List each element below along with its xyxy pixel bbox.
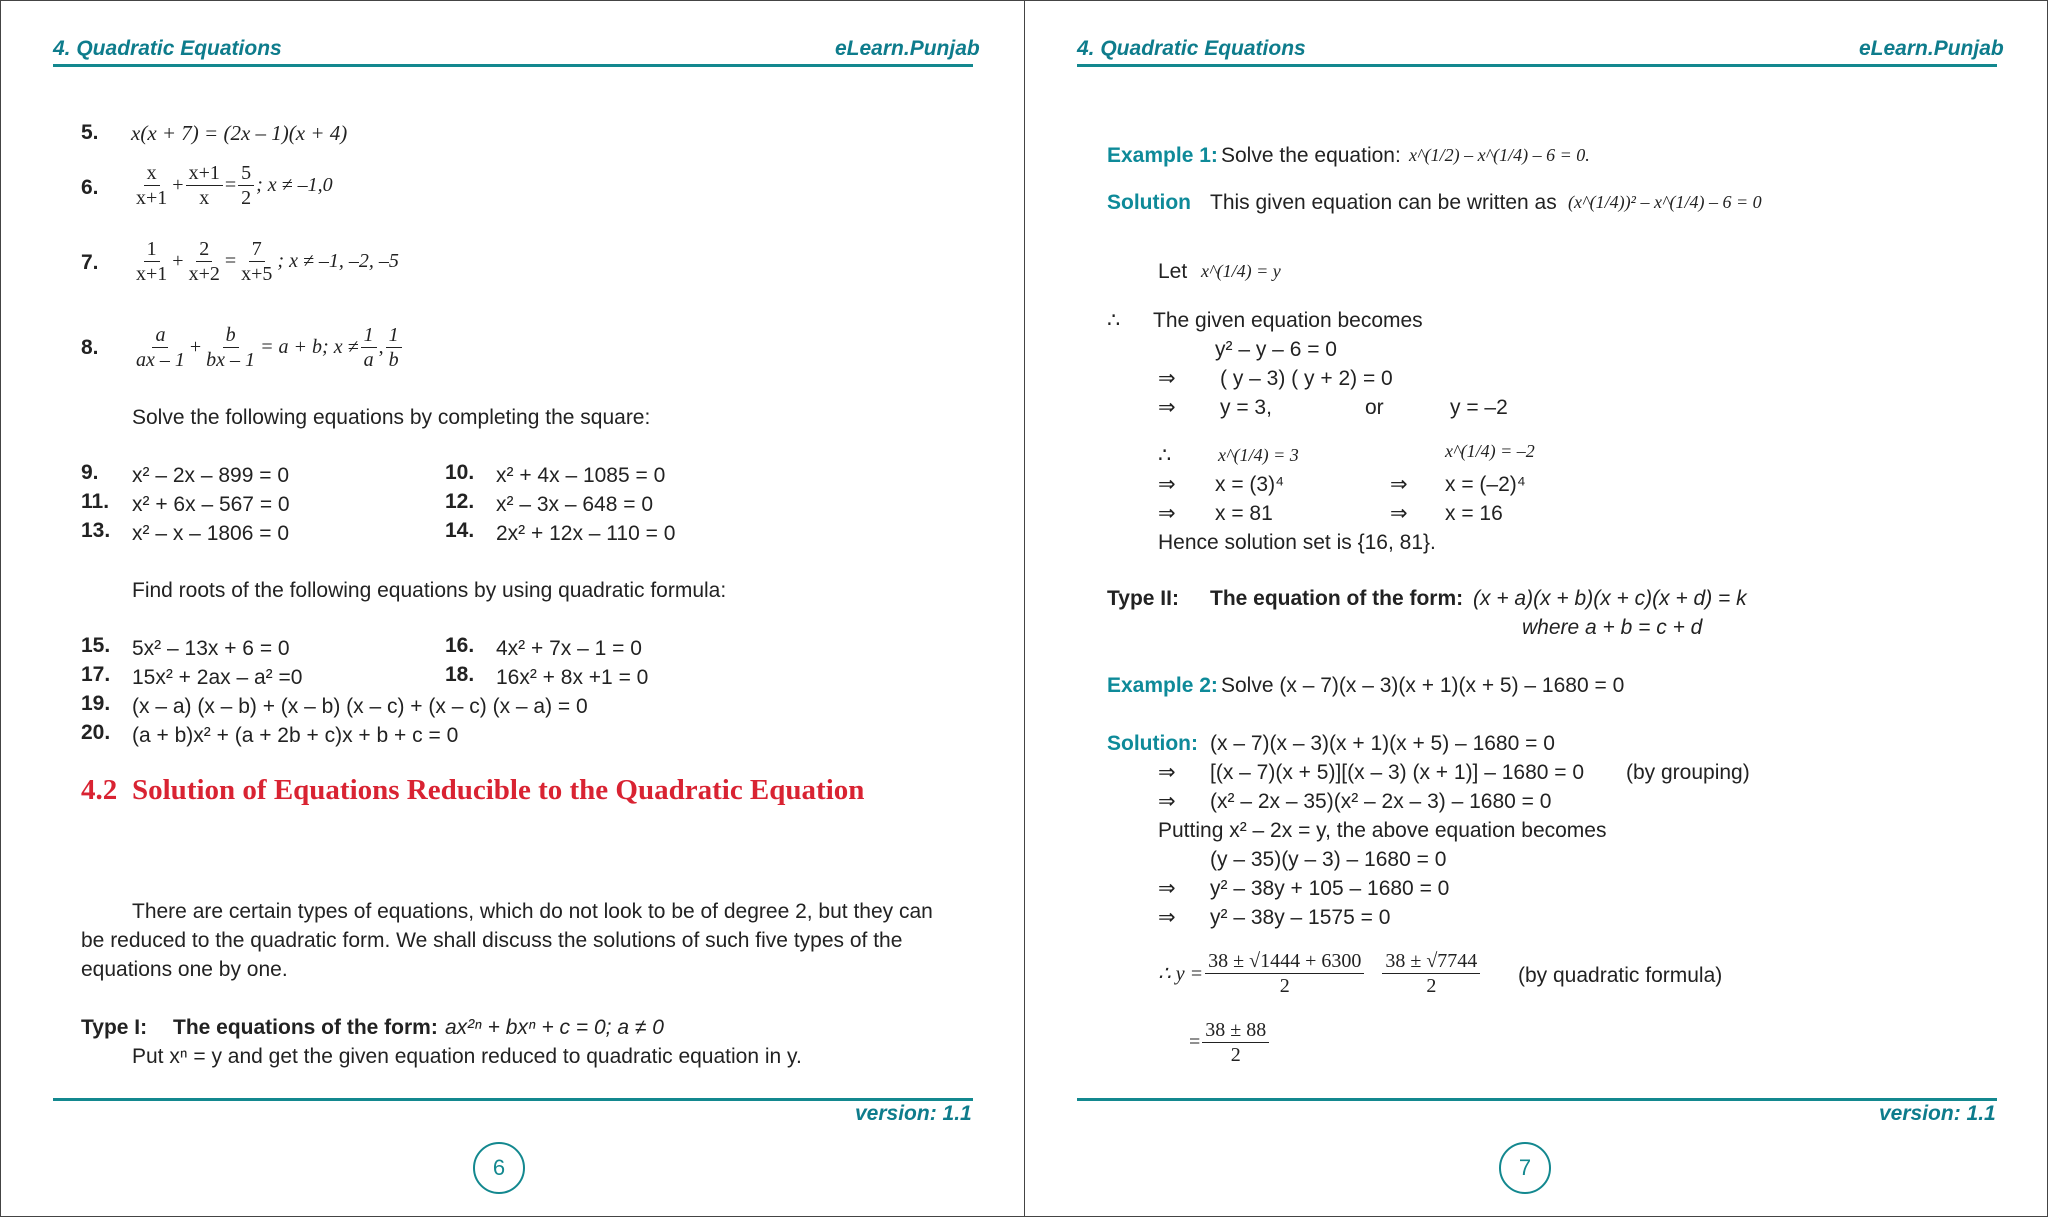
step: x = 16: [1445, 502, 1503, 525]
solution-label: Solution:: [1107, 732, 1198, 755]
type-expr: ax²ⁿ + bxⁿ + c = 0; a ≠ 0: [445, 1016, 664, 1039]
question-number: 15.: [81, 634, 111, 657]
question-expr: 4x² + 7x – 1 = 0: [496, 637, 642, 660]
solution-label: Solution: [1107, 191, 1191, 214]
step: x^(1/4) = –2: [1445, 441, 1535, 461]
question-5-expr: x(x + 7) = (2x – 1)(x + 4): [131, 121, 348, 145]
step: x = 81: [1215, 502, 1273, 525]
footer-rule: [53, 1098, 973, 1101]
quadratic-formula: ∴ y = $\frac{38 \pm √1444 + 6300}{2}$ $\frac{38 \pm √7744}{2}$: [1158, 949, 1482, 998]
fraction: $\frac{b}{bx - 1}$: [206, 324, 256, 371]
fraction: $\frac{2}{x+2}$: [188, 238, 220, 285]
step: x^(1/4) = 3: [1218, 445, 1299, 465]
solution-expr: (x^(1/4))² – x^(1/4) – 6 = 0: [1568, 192, 1762, 212]
putting-text: Putting x² – 2x = y, the above equation becomes: [1158, 819, 1607, 842]
type-expr: (x + a)(x + b)(x + c)(x + d) = k: [1473, 587, 1747, 610]
step: y² – 38y + 105 – 1680 = 0: [1210, 877, 1450, 900]
example-text: Solve the equation:: [1221, 144, 1401, 167]
step: ( y – 3) ( y + 2) = 0: [1220, 367, 1393, 390]
let-expr: x^(1/4) = y: [1201, 261, 1281, 281]
chapter-header: 4. Quadratic Equations: [1077, 37, 1306, 60]
implies-symbol: ⇒: [1158, 396, 1176, 419]
implies-symbol: ⇒: [1158, 877, 1176, 900]
brand-header: eLearn.Punjab: [1859, 37, 2004, 60]
step: (x – 7)(x – 3)(x + 1)(x + 5) – 1680 = 0: [1210, 732, 1555, 755]
question-number: 6.: [81, 176, 99, 199]
type-title: The equation of the form:: [1210, 587, 1464, 610]
question-number: 8.: [81, 336, 99, 359]
fraction: $\frac{5}{2}$: [238, 161, 254, 210]
grouping-note: (by grouping): [1626, 761, 1750, 784]
formula-result: = $\frac{38 \pm 88}{2}$: [1189, 1018, 1271, 1067]
question-number: 12.: [445, 490, 475, 513]
step: x = (–2)⁴: [1445, 473, 1526, 496]
question-6-expr: $\frac{x}{x+1}$ + $\frac{x+1}{x}$ = $\frac{5}{2}$ ; x ≠ –1,0: [131, 161, 333, 210]
step: y² – y – 6 = 0: [1215, 338, 1337, 361]
let-text: Let: [1158, 260, 1188, 283]
question-number: 14.: [445, 519, 475, 542]
type-label: Type II:: [1107, 587, 1179, 610]
question-expr: (x – a) (x – b) + (x – b) (x – c) + (x – c) (x – a) = 0: [132, 695, 588, 718]
question-number: 11.: [81, 490, 110, 513]
example-text: Solve (x – 7)(x – 3)(x + 1)(x + 5) – 1680 = 0: [1221, 674, 1625, 697]
question-expr: (a + b)x² + (a + 2b + c)x + b + c = 0: [132, 724, 459, 747]
question-number: 16.: [445, 634, 475, 657]
implies-symbol: ⇒: [1158, 790, 1176, 813]
question-7-expr: $\frac{1}{x+1}$ + $\frac{2}{x+2}$ = $\frac{7}{x+5}$ ; x ≠ –1, –2, –5: [131, 237, 399, 286]
fraction: $\frac{a}{ax - 1}$: [136, 324, 185, 371]
step: x = (3)⁴: [1215, 473, 1285, 496]
implies-symbol: ⇒: [1158, 761, 1176, 784]
fraction: $\frac{38 \pm √1444 + 6300}{2}$: [1205, 949, 1364, 998]
question-number: 5.: [81, 121, 99, 144]
fraction: $\frac{x}{x+1}$: [136, 162, 168, 209]
chapter-header: 4. Quadratic Equations: [53, 37, 282, 60]
footer-rule: [1077, 1098, 1997, 1101]
version-label: version: 1.1: [855, 1102, 972, 1125]
question-number: 7.: [81, 251, 99, 274]
fraction: $\frac{38 \pm √7744}{2}$: [1382, 949, 1480, 998]
brand-header: eLearn.Punjab: [835, 37, 980, 60]
question-expr: x² + 4x – 1085 = 0: [496, 464, 666, 487]
question-8-expr: $\frac{a}{ax - 1}$ + $\frac{b}{bx - 1}$ = a + b; x ≠ $\frac{1}{a}$ , $\frac{1}{b}$: [131, 323, 404, 372]
step: (x² – 2x – 35)(x² – 2x – 3) – 1680 = 0: [1210, 790, 1552, 813]
fraction: $\frac{7}{x+5}$: [241, 238, 273, 285]
fraction: $\frac{1}{x+1}$: [136, 238, 168, 285]
header-rule: [53, 64, 973, 67]
section-number: 4.2: [81, 774, 118, 806]
fraction: $\frac{x+1}{x}$: [186, 161, 223, 210]
implies-symbol: ⇒: [1158, 906, 1176, 929]
hence-text: Hence solution set is {16, 81}.: [1158, 531, 1436, 554]
implies-symbol: ⇒: [1158, 502, 1176, 525]
question-expr: x² – x – 1806 = 0: [132, 522, 290, 545]
type-where: where a + b = c + d: [1522, 616, 1703, 639]
question-expr: 5x² – 13x + 6 = 0: [132, 637, 290, 660]
right-page: [1024, 0, 2048, 1217]
example-expr: x^(1/2) – x^(1/4) – 6 = 0.: [1409, 145, 1590, 165]
step: (y – 35)(y – 3) – 1680 = 0: [1210, 848, 1447, 871]
question-number: 20.: [81, 721, 111, 744]
formula-note: (by quadratic formula): [1518, 964, 1723, 987]
implies-symbol: ⇒: [1158, 473, 1176, 496]
instruction-text: Find roots of the following equations by using quadratic formula:: [132, 579, 727, 602]
therefore-symbol: ∴: [1158, 444, 1172, 467]
question-expr: x² – 3x – 648 = 0: [496, 493, 654, 516]
solution-text: This given equation can be written as: [1210, 191, 1557, 214]
implies-symbol: ⇒: [1158, 367, 1176, 390]
implies-symbol: ⇒: [1390, 502, 1408, 525]
version-label: version: 1.1: [1879, 1102, 1996, 1125]
step: [(x – 7)(x + 5)][(x – 3) (x + 1)] – 1680 = 0: [1210, 761, 1585, 784]
step: y² – 38y – 1575 = 0: [1210, 906, 1391, 929]
question-number: 13.: [81, 519, 111, 542]
section-title: Solution of Equations Reducible to the Quadratic Equation: [132, 774, 865, 806]
example-label: Example 2:: [1107, 674, 1218, 697]
paragraph-line: There are certain types of equations, which do not look to be of degree 2, but they can: [132, 900, 933, 923]
becomes-text: The given equation becomes: [1153, 309, 1423, 332]
page-number: 7: [1499, 1142, 1551, 1194]
paragraph-line: equations one by one.: [81, 958, 288, 981]
question-expr: 16x² + 8x +1 = 0: [496, 666, 649, 689]
paragraph-line: be reduced to the quadratic form. We shall discuss the solutions of such five types of the: [81, 929, 903, 952]
question-number: 10.: [445, 461, 475, 484]
type-description: Put xⁿ = y and get the given equation reduced to quadratic equation in y.: [132, 1045, 802, 1068]
question-number: 18.: [445, 663, 475, 686]
question-expr: x² – 2x – 899 = 0: [132, 464, 290, 487]
instruction-text: Solve the following equations by completing the square:: [132, 406, 651, 429]
question-expr: 15x² + 2ax – a² =0: [132, 666, 303, 689]
question-number: 9.: [81, 461, 99, 484]
question-expr: x² + 6x – 567 = 0: [132, 493, 290, 516]
therefore-symbol: ∴: [1107, 309, 1121, 332]
fraction: $\frac{1}{b}$: [386, 323, 402, 372]
fraction: $\frac{1}{a}$: [361, 323, 377, 372]
page-number: 6: [473, 1142, 525, 1194]
question-number: 19.: [81, 692, 111, 715]
fraction: $\frac{38 \pm 88}{2}$: [1202, 1018, 1269, 1067]
implies-symbol: ⇒: [1390, 473, 1408, 496]
type-title: The equations of the form:: [173, 1016, 438, 1039]
example-label: Example 1:: [1107, 144, 1218, 167]
question-number: 17.: [81, 663, 111, 686]
header-rule: [1077, 64, 1997, 67]
type-label: Type I:: [81, 1016, 148, 1039]
step: y = 3,: [1220, 396, 1272, 419]
step: y = –2: [1450, 396, 1508, 419]
or-text: or: [1365, 396, 1384, 419]
question-expr: 2x² + 12x – 110 = 0: [496, 522, 676, 545]
